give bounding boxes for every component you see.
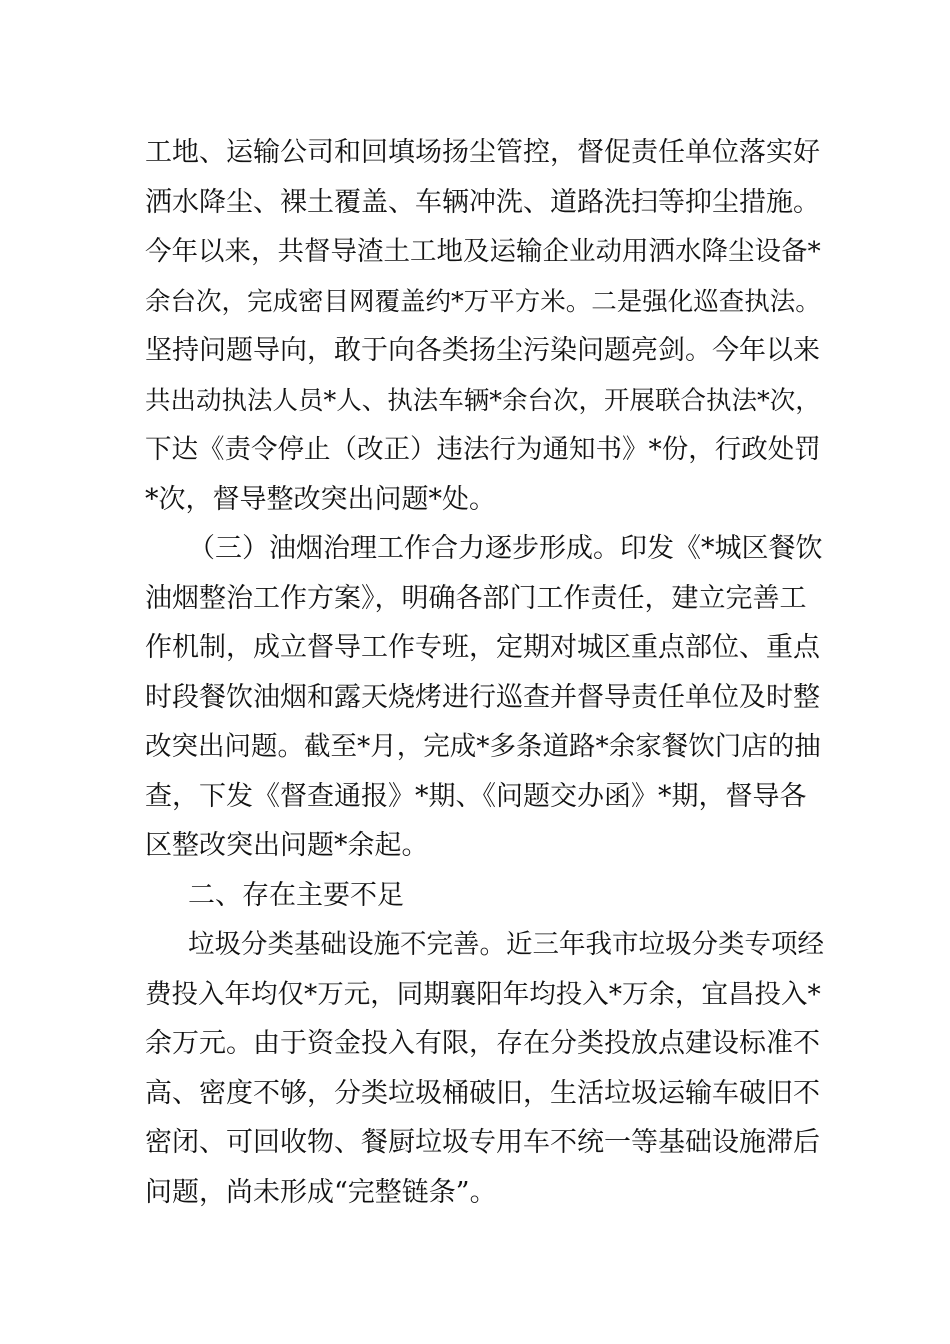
paragraph-1-line-2: 洒水降尘、裸土覆盖、车辆冲洗、道路洗扫等抑尘措施。 xyxy=(145,187,820,218)
paragraph-3-line-6: 问题，尚未形成“完整链条”。 xyxy=(145,1177,497,1208)
paragraph-2-line-7: 区整改突出问题*余起。 xyxy=(145,830,429,861)
paragraph-1-line-1: 工地、运输公司和回填场扬尘管控，督促责任单位落实好 xyxy=(145,137,820,168)
paragraph-3-line-1: 垃圾分类基础设施不完善。近三年我市垃圾分类专项经 xyxy=(188,929,824,960)
paragraph-2-line-3: 作机制，成立督导工作专班，定期对城区重点部位、重点 xyxy=(145,632,820,663)
paragraph-2-line-1: （三）油烟治理工作合力逐步形成。印发《*城区餐饮 xyxy=(188,533,823,564)
paragraph-2-line-5: 改突出问题。截至*月，完成*多条道路*余家餐饮门店的抽 xyxy=(145,731,821,762)
paragraph-3-line-5: 密闭、可回收物、餐厨垃圾专用车不统一等基础设施滞后 xyxy=(145,1127,820,1158)
paragraph-1-line-8: *次，督导整改突出问题*处。 xyxy=(145,484,496,515)
section-heading: 二、存在主要不足 xyxy=(188,880,404,911)
paragraph-1-line-7: 下达《责令停止（改正）违法行为通知书》*份，行政处罚 xyxy=(145,434,821,465)
paragraph-2-line-2: 油烟整治工作方案》，明确各部门工作责任，建立完善工 xyxy=(145,583,807,614)
paragraph-3-line-2: 费投入年均仅*万元，同期襄阳年均投入*万余，宜昌投入* xyxy=(145,979,821,1010)
paragraph-2-line-4: 时段餐饮油烟和露天烧烤进行巡查并督导责任单位及时整 xyxy=(145,682,820,713)
paragraph-1-line-6: 共出动执法人员*人、执法车辆*余台次，开展联合执法*次， xyxy=(145,386,821,416)
paragraph-3-line-3: 余万元。由于资金投入有限，存在分类投放点建设标准不 xyxy=(145,1028,820,1059)
paragraph-3-line-4: 高、密度不够，分类垃圾桶破旧，生活垃圾运输车破旧不 xyxy=(145,1078,820,1109)
paragraph-2-line-6: 查，下发《督查通报》*期、《问题交办函》*期，督导各 xyxy=(145,781,807,812)
paragraph-1-line-3: 今年以来，共督导渣土工地及运输企业动用洒水降尘设备* xyxy=(145,236,821,267)
paragraph-1-line-4: 余台次，完成密目网覆盖约*万平方米。二是强化巡查执法。 xyxy=(145,287,821,317)
paragraph-1-line-5: 坚持问题导向，敢于向各类扬尘污染问题亮剑。今年以来 xyxy=(145,335,820,366)
